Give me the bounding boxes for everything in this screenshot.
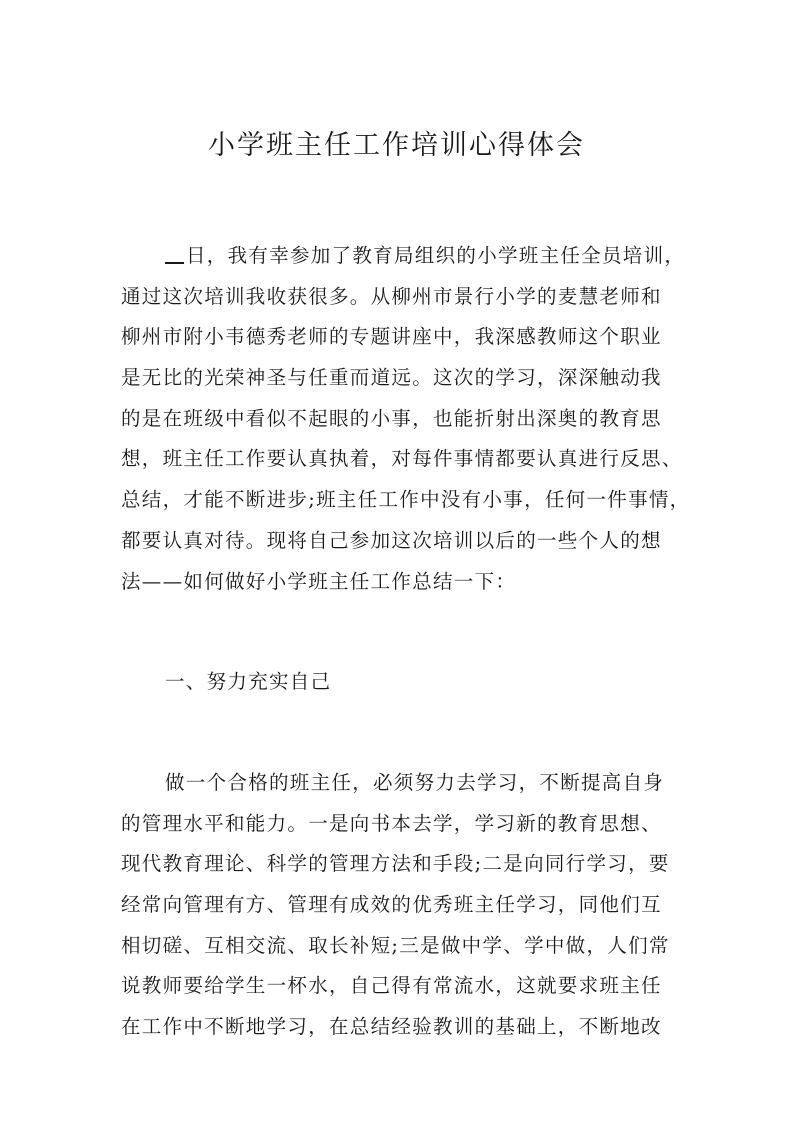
paragraph-line: 通过这次培训我收获很多。从柳州市景行小学的麦慧老师和 <box>121 284 662 308</box>
paragraph-line: 的是在班级中看似不起眼的小事，也能折射出深奥的教育思 <box>121 406 662 430</box>
paragraph-line: 法——如何做好小学班主任工作总结一下： <box>121 569 517 593</box>
paragraph-line: 总结，才能不断进步;班主任工作中没有小事，任何一件事情， <box>121 488 691 512</box>
paragraph-line: 日，我有幸参加了教育局组织的小学班主任全员培训， <box>121 236 673 277</box>
section-heading: 一、努力充实自己 <box>165 670 332 694</box>
paragraph-spacer <box>121 602 673 662</box>
paragraph-line: 是无比的光荣神圣与任重而道远。这次的学习，深深触动我 <box>121 366 662 390</box>
document-title: 小学班主任工作培训心得体会 <box>208 130 585 161</box>
paragraph-line: 柳州市附小韦德秀老师的专题讲座中，我深感教师这个职业 <box>121 325 662 349</box>
paragraph-line: 经常向管理有方、管理有成效的优秀班主任学习，同他们互 <box>121 892 662 916</box>
paragraph-line: 的管理水平和能力。一是向书本去学，学习新的教育思想、 <box>121 811 662 835</box>
paragraph-line: 说教师要给学生一杯水，自己得有常流水，这就要求班主任 <box>121 974 662 998</box>
paragraph-spacer <box>121 703 673 763</box>
blank-underline <box>165 242 184 264</box>
document-body <box>121 236 691 1048</box>
paragraph-line: 现代教育理论、科学的管理方法和手段;二是向同行学习，要 <box>121 852 670 876</box>
paragraph-line: 在工作中不断地学习，在总结经验教训的基础上，不断地改 <box>121 1015 662 1038</box>
paragraph-line: 想，班主任工作要认真执着，对每件事情都要认真进行反思、 <box>121 447 683 471</box>
paragraph-line: 相切磋、互相交流、取长补短;三是做中学、学中做，人们常 <box>121 933 670 957</box>
paragraph-line: 都要认真对待。现将自己参加这次培训以后的一些个人的想 <box>121 528 662 552</box>
paragraph-line: 做一个合格的班主任，必须努力去学习，不断提高自身 <box>165 770 665 794</box>
